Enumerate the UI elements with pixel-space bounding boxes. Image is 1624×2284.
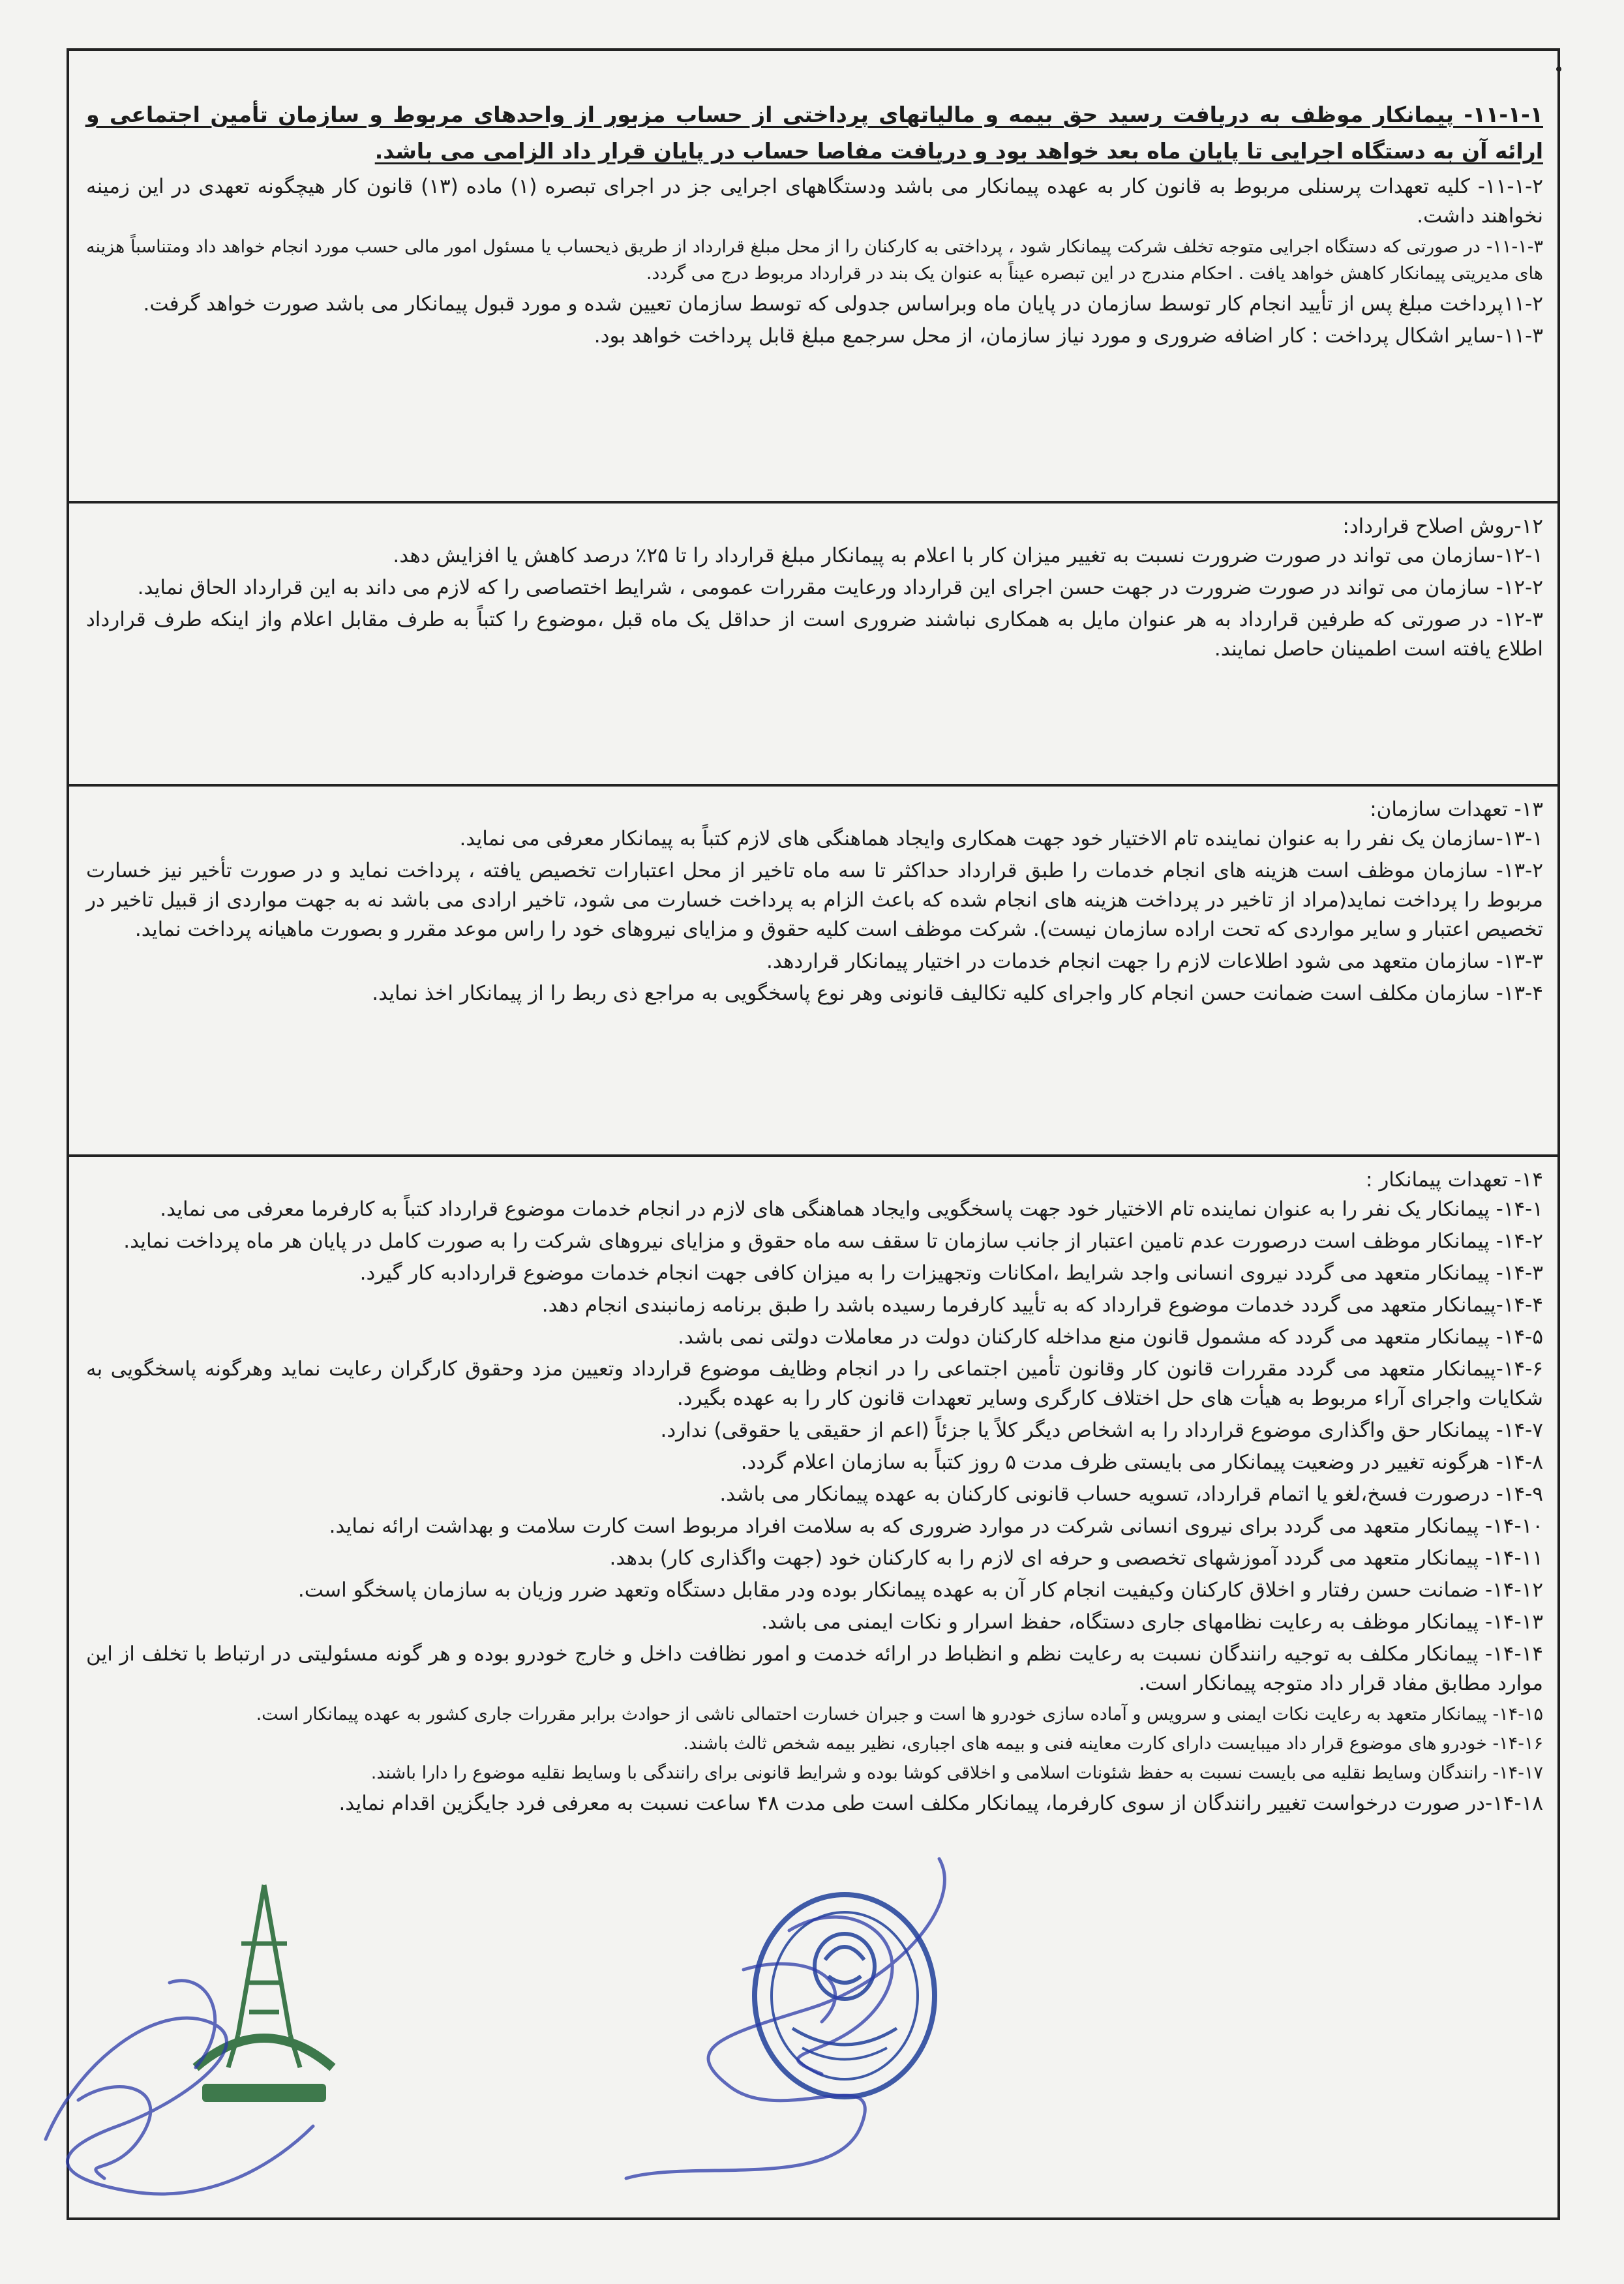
- clause-14-7: ۱۴-۷- پیمانکار حق واگذاری موضوع قرارداد را به اشخاص دیگر کلاً یا جزئاً (اعم از حقیقی یا حقوقی) ندارد.: [660, 1419, 1543, 1442]
- clause-14-8: ۱۴-۸- هرگونه تغییر در وضعیت پیمانکار می بایستی ظرف مدت ۵ روز کتباً به سازمان اعلام گردد.: [740, 1450, 1543, 1474]
- clause-14-5: ۱۴-۵- پیمانکار متعهد می گردد که مشمول قانون منع مداخله کارکنان دولت در معاملات دولتی نمی باشد.: [678, 1325, 1543, 1349]
- clause-14-2: ۱۴-۲- پیمانکار موظف است درصورت عدم تامین اعتبار از جانب سازمان تا سقف سه ماه حقوق و مزایای نیروهای شرکت را به صورت کامل در پایان هر ماه پرداخت نماید.: [123, 1229, 1543, 1253]
- section-13-title: ۱۳- تعهدات سازمان:: [1370, 798, 1543, 821]
- clause-14-17: ۱۴-۱۷- رانندگان وسایط نقلیه می بایست نسبت به حفظ شئونات اسلامی و اخلاقی کوشا بوده و شرایط قانونی برای رانندگی با وسایط نقلیه موضوع را دارا باشند.: [370, 1763, 1543, 1783]
- clause-13-2: ۱۳-۲- سازمان موظف است هزینه های انجام خدمات را طبق قرارداد حداکثر تا سه ماه تاخیر از محل اعتبارات تخصیص یافته ، پرداخت نماید و در صورت تأخیر نیز خسارت مربوط را پرداخت نماید(مراد از تاخیر در پرداخت هزینه های انجام شده که باعث الزام به پرداخت خسارت می شود، تاخیر ارادی می باشد نه به جهت مواردی از قبیل تاخیر در تخصیص اعتبار و سایر مواردی که تحت اراده سازمان نیست). شرکت موظف است کلیه حقوق و مزایای نیروهای خود را راس موعد مقرر و بصورت ماهیانه پرداخت نماید.: [86, 859, 1543, 941]
- clause-14-13: ۱۴-۱۳- پیمانکار موظف به رعایت نظامهای جاری دستگاه، حفظ اسرار و نکات ایمنی می باشد.: [761, 1610, 1543, 1634]
- company-logo-icon: [176, 1872, 352, 2126]
- section-13: [69, 790, 1557, 1011]
- clause-12-1: ۱۲-۱-سازمان می تواند در صورت ضرورت نسبت به تغییر میزان کار با اعلام به پیمانکار مبلغ قرارداد را تا ۲۵٪ درصد کاهش یا افزایش دهد.: [393, 544, 1543, 567]
- clause-14-4: ۱۴-۴-پیمانکار متعهد می گردد خدمات موضوع قرارداد که به تأیید کارفرما رسیده باشد را طبق برنامه زمانبندی انجام دهد.: [541, 1293, 1543, 1317]
- clause-12-2: ۱۲-۲- سازمان می تواند در صورت ضرورت در جهت حسن اجرای این قرارداد ورعایت مقررات عمومی ، شرایط اختصاصی را که لازم می داند به این قرارداد الحاق نماید.: [137, 576, 1543, 599]
- clause-14-14: ۱۴-۱۴- پیمانکار مکلف به توجیه رانندگان نسبت به رعایت نظم و انظباط در ارائه خدمت و امور نظافت داخل و خارج خودرو بوده و هر گونه مسئولیتی در ارتباط با تخلف از این موارد مطابق مفاد قرار داد متوجه پیمانکار است.: [86, 1642, 1543, 1695]
- section-divider: [69, 784, 1557, 787]
- clause-13-1: ۱۳-۱-سازمان یک نفر را به عنوان نماینده تام الاختیار خود جهت همکاری وایجاد هماهنگی های لازم کتباً به پیمانکار معرفی می نماید.: [459, 827, 1543, 850]
- section-14-title: ۱۴- تعهدات پیمانکار :: [1366, 1168, 1543, 1192]
- clause-14-10: ۱۴-۱۰- پیمانکار متعهد می گردد برای نیروی انسانی شرکت در موارد ضروری که به سلامت افراد مربوط است کارت سلامت و بهداشت ارائه نماید.: [329, 1514, 1543, 1538]
- clause-14-6: ۱۴-۶-پیمانکار متعهد می گردد مقررات قانون کار وقانون تأمین اجتماعی را در انجام وظایف موضوع قرارداد وتعیین مزد وحقوق کارگران رعایت نماید وهرگونه پاسخگویی به شکایات واجرای آراء مربوط به هیأت های حل اختلاف کارگری وسایر تعهدات قانون کار را به عهده بگیرد.: [86, 1357, 1543, 1410]
- official-stamp-icon: [747, 1888, 942, 2103]
- clause-11-1-1: ۱۱-۱-۱- پیمانکار موظف به دریافت رسید حق بیمه و مالیاتهای پرداختی از حساب مزبور از واحدهای مربوط و سازمان تأمین اجتماعی و ارائه آن به دستگاه اجرایی تا پایان ماه بعد خواهد بود و دریافت مفاصا حساب در پایان قرار داد الزامی می باشد.: [86, 102, 1543, 164]
- clause-14-11: ۱۴-۱۱- پیمانکار متعهد می گردد آموزشهای تخصصی و حرفه ای لازم را به کارکنان خود (جهت واگذاری کار) بدهد.: [609, 1546, 1543, 1570]
- section-divider: [69, 501, 1557, 503]
- clause-13-3: ۱۳-۳- سازمان متعهد می شود اطلاعات لازم را جهت انجام خدمات در اختیار پیمانکار قراردهد.: [766, 950, 1543, 973]
- clause-11-1-2: ۱۱-۱-۲- کلیه تعهدات پرسنلی مربوط به قانون کار به عهده پیمانکار می باشد ودستگاههای اجرایی جز در اجرای تبصره (۱) ماده (۱۳) قانون کار هیچگونه تعهدی در این زمینه نخواهند داشت.: [86, 175, 1543, 228]
- section-12-title: ۱۲-روش اصلاح قرارداد:: [1342, 515, 1543, 538]
- clause-14-1: ۱۴-۱- پیمانکار یک نفر را به عنوان نماینده تام الاختیار خود جهت پاسخگویی وایجاد هماهنگی های لازم در انجام خدمات موضوع قرارداد کتباً به کارفرما معرفی می نماید.: [160, 1197, 1543, 1221]
- section-divider: [69, 1154, 1557, 1157]
- section-14: [69, 1161, 1557, 1821]
- section-11: [69, 97, 1557, 353]
- clause-11-3: ۱۱-۳-سایر اشکال پرداخت : کار اضافه ضروری و مورد نیاز سازمان، از محل سرجمع مبلغ قابل پرداخت خواهد بود.: [594, 324, 1543, 348]
- clause-14-3: ۱۴-۳- پیمانکار متعهد می گردد نیروی انسانی واجد شرایط ،امکانات وتجهیزات را به میزان کافی جهت انجام خدمات موضوع قراردادبه کار گیرد.: [359, 1261, 1543, 1285]
- clause-14-18: ۱۴-۱۸-در صورت درخواست تغییر رانندگان از سوی کارفرما، پیمانکار مکلف است طی مدت ۴۸ ساعت نسبت به معرفی فرد جایگزین اقدام نماید.: [338, 1792, 1543, 1815]
- clause-14-12: ۱۴-۱۲- ضمانت حسن رفتار و اخلاق کارکنان وکیفیت انجام کار آن به عهده پیمانکار بوده ودر مقابل دستگاه وتعهد ضرر وزیان به سازمان پاسخگو است.: [297, 1578, 1543, 1602]
- clause-14-9: ۱۴-۹- درصورت فسخ،لغو یا اتمام قرارداد، تسویه حساب قانونی کارکنان به عهده پیمانکار می باشد.: [719, 1482, 1543, 1506]
- clause-13-4: ۱۳-۴- سازمان مکلف است ضمانت حسن انجام کار واجرای کلیه تکالیف قانونی وهر نوع پاسخگویی به مراجع ذی ربط را از پیمانکار اخذ نماید.: [372, 982, 1543, 1005]
- clause-14-16: ۱۴-۱۶- خودرو های موضوع قرار داد میبایست دارای کارت معاینه فنی و بیمه های اجباری، نظیر بیمه شخص ثالث باشند.: [683, 1734, 1543, 1754]
- clause-11-1-3: ۱۱-۱-۳- در صورتی که دستگاه اجرایی متوجه تخلف شرکت پیمانکار شود ، پرداختی به کارکنان را از محل مبلغ قرارداد از طریق ذیحساب یا مسئول امور مالی حسب مورد انجام خواهد داد ومتناسباً هزینه های مدیریتی پیمانکار کاهش خواهد یافت . احکام مندرج در این تبصره عیناً به عنوان یک بند در قرارداد مربوط درج می گردد.: [86, 237, 1543, 284]
- clause-12-3: ۱۲-۳- در صورتی که طرفین قرارداد به هر عنوان مایل به همکاری نباشند ضروری است از حداقل یک ماه قبل ،موضوع را کتباً به طرف مقابل اعلام واز اینکه طرف قرارداد اطلاع یافته است اطمینان حاصل نمایند.: [86, 608, 1543, 661]
- clause-14-15: ۱۴-۱۵- پیمانکار متعهد به رعایت نکات ایمنی و سرویس و آماده سازی خودرو ها است و جبران خسارت احتمالی ناشی از حوادث برابر مقررات جاری کشور به عهده پیمانکار است.: [256, 1704, 1543, 1724]
- clause-11-2: ۱۱-۲پرداخت مبلغ پس از تأیید انجام کار توسط سازمان در پایان ماه وبراساس جدولی که توسط سازمان تعیین شده و مورد قبول پیمانکار می باشد صورت خواهد گرفت.: [143, 292, 1543, 316]
- section-12: [69, 507, 1557, 667]
